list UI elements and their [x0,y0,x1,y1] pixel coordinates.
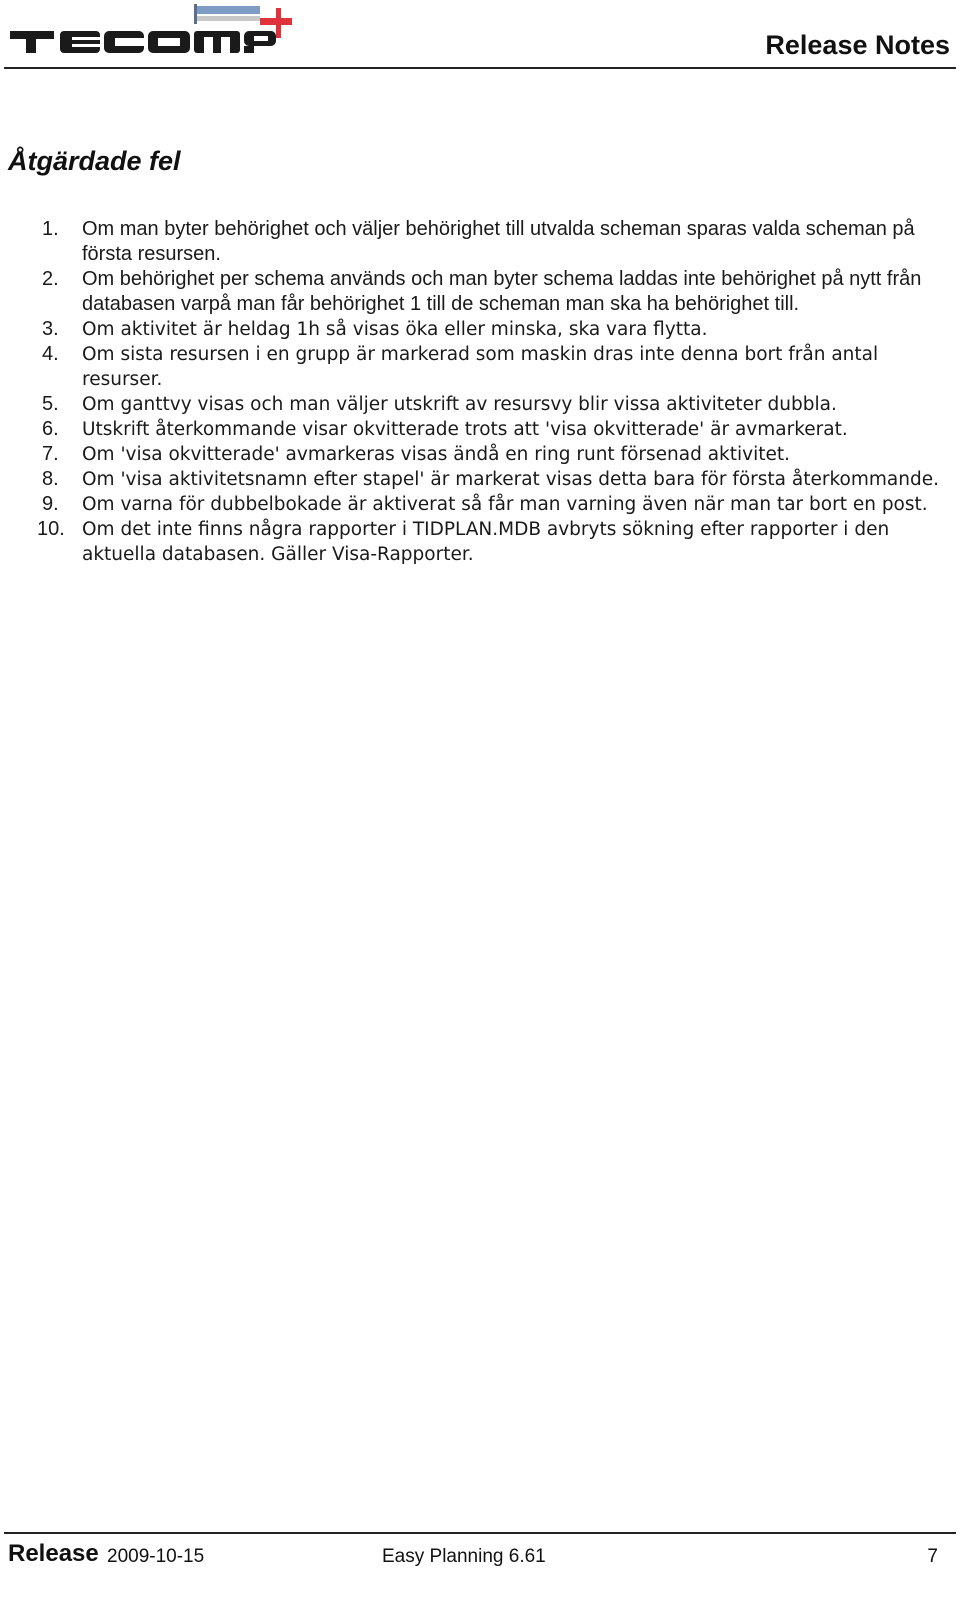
list-item-text: Om behörighet per schema används och man byter schema laddas inte behörighet på nytt från databasen varpå man får behörighet 1 till de scheman man ska ha behörighet till. [82,268,922,315]
header-divider [4,67,956,69]
list-item-text: Om det inte finns några rapporter i TIDPLAN.MDB avbryts sökning efter rapporter i den aktuella databasen. Gäller Visa-Rapporter. [82,519,890,565]
section-heading: Åtgärdade fel [8,146,181,176]
page-number: 7 [927,1546,938,1567]
list-item-text: Om sista resursen i en grupp är markerad som maskin dras inte denna bort från antal resurser. [82,344,879,390]
list-item-text: Om 'visa aktivitetsnamn efter stapel' är markerat visas detta bara för första återkommande. [82,469,939,490]
list-item-number: 1. [42,218,59,240]
page-footer [0,1540,960,1574]
list-item [0,467,960,492]
list-item [0,442,960,467]
page-header [0,0,960,72]
list-item [0,392,960,417]
list-item-number: 10. [37,518,65,540]
list-item [0,217,960,267]
list-item-number: 4. [42,343,59,365]
list-item-text: Om aktivitet är heldag 1h så visas öka eller minska, ska vara flytta. [82,319,708,340]
fixed-bugs-list [0,217,960,567]
list-item-number: 2. [42,268,59,290]
list-item [0,267,960,317]
tecomp-logo [8,4,300,62]
list-item [0,517,960,567]
footer-divider [4,1532,956,1534]
footer-release-label: Release [8,1540,99,1567]
list-item-number: 8. [42,468,59,490]
list-item-text: Om 'visa okvitterade' avmarkeras visas ändå en ring runt försenad aktivitet. [82,444,791,465]
list-item [0,492,960,517]
list-item [0,317,960,342]
footer-release-date: 2009-10-15 [107,1546,205,1567]
list-item [0,342,960,392]
list-item-number: 7. [42,443,59,465]
list-item-text: Om varna för dubbelbokade är aktiverat så får man varning även när man tar bort en post. [82,494,928,515]
list-item-number: 9. [42,493,59,515]
list-item-number: 5. [42,393,59,415]
list-item-number: 6. [42,418,59,440]
list-item [0,417,960,442]
document-title: Release Notes [765,30,950,60]
footer-product-name: Easy Planning 6.61 [382,1546,546,1567]
list-item-text: Om man byter behörighet och väljer behörighet till utvalda scheman sparas valda scheman på första resursen. [82,218,915,265]
list-item-text: Om ganttvy visas och man väljer utskrift av resursvy blir vissa aktiviteter dubbla. [82,394,837,415]
list-item-text: Utskrift återkommande visar okvitterade trots att 'visa okvitterade' är avmarkerat. [82,419,848,440]
list-item-number: 3. [42,318,59,340]
